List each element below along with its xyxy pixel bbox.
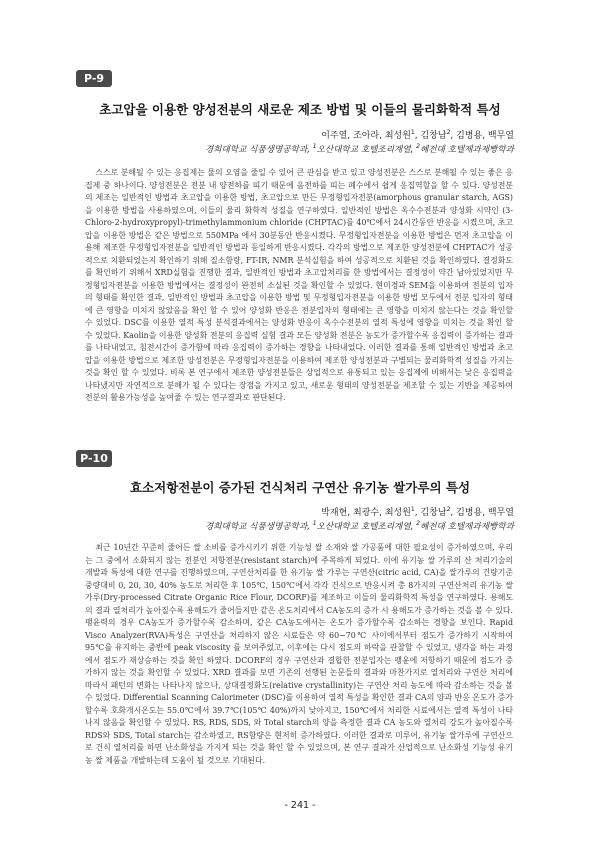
affiliation-superscript: 2 [416,520,420,528]
affiliation-text: 혜전대 호텔제과제빵학과 [419,522,514,532]
paper-id-badge-p10: P-10 [76,450,112,467]
page-number: - 241 - [284,800,316,811]
author-superscript: 1 [410,506,415,513]
affiliation-text: 경희대학교 식품생명공학과, [204,522,313,532]
affiliation-superscript: 2 [416,143,420,151]
affiliation-superscript: 1 [312,143,317,151]
affiliation-text: 경희대학교 식품생명공학과, [204,145,313,155]
author-text: , 김창남 [414,508,447,518]
paper-title-p9: 초고압을 이용한 양성전분의 새로운 제조 방법 및 이들의 물리화학적 특성 [99,102,501,117]
paper-affiliation-p10 [205,520,514,532]
author-superscript: 1 [410,129,415,136]
paper-id-badge-p9: P-9 [76,70,112,87]
paper-title-p10: 효소저항전분이 증가된 건식처리 구연산 유기농 쌀가루의 특성 [129,480,471,495]
author-superscript: 2 [446,129,451,136]
affiliation-text: 오산대학교 호텔조리계열, [316,522,417,532]
paper-authors-p9 [321,128,514,141]
author-text: , 김병용, 백무열 [450,508,514,518]
paper-authors-p10 [321,505,514,518]
paper-affiliation-p9 [205,143,514,155]
affiliation-superscript: 1 [312,520,317,528]
author-text: 이주열, 조아라, 최성원 [321,131,411,141]
affiliation-text: 혜전대 호텔제과제빵학과 [419,145,514,155]
paper-abstract-p10: 최근 10년간 꾸준히 줄어든 쌀 소비를 증가시키기 위한 기능성 쌀 소재와 쌀 가공품에 대한 필요성이 증가하였으며, 우리는 그 중에서 소화되지 않는 전분인 저항전분(resistant starch)에 주목하게 되었다. 이에 유기농 쌀 가루의 산 처리기술의 개발과 특성에 대한 연구를 진행하였으며, 구연산처리를 한 유기농 쌀 가루는 구연산(citric acid, CA)을 쌀가루의 건량기준 중량대비 0, 20, 30, 40% 농도로 처리한 후 105℃, 150℃에서 각각 건식으로 반응시켜 총 8가지의 구연산처리 유기농 쌀가루(Dry-processed Citrate Organic Rice Flour, DCORF)를 제조하고 이들의 물리화학적 특성을 연구하였다. 용해도의 결과 열처리가 높아질수록 용해도가 줄어들지만 같은 온도처리에서 CA농도의 증가 시 용해도가 증가하는 것을 볼 수 있다. 팽윤력의 경우 CA농도가 증가할수록 감소하며, 같은 CA농도에서는 온도가 증가할수록 감소하는 경향을 보인다. Rapid Visco Analyzer(RVA)특성은 구연산을 처리하지 않은 시료들은 약 60~70℃ 사이에서부터 점도가 증가하기 시작하여 95℃를 유지하는 중반에 peak viscosity 를 보여주었고, 이후에는 다시 점도의 하락을 관찰할 수 있었고, 냉각을 하는 과정에서 점도가 재상승하는 것을 확인 하였다. DCORF의 경우 구연산과 결합한 전분입자는 팽윤에 저항하기 때문에 점도가 증가하지 않는 것을 확인할 수 있었다. XRD 결과를 보면 기존의 선행된 논문들의 결과와 마찬가지로 열처리와 구연산 처리에 따라서 패턴의 변화는 나타나지 않으나, 상대결정화도(relative crystallinity)는 구연산 처리 농도에 따라 감소하는 것을 볼 수 있었다. Differential Scanning Calorimeter (DSC)를 이용하여 열적 특성을 확인한 결과 CA의 양과 반응 온도가 증가할수록 호화개시온도는 55.0℃에서 39.7℃(105℃ 40%)까지 낮아지고, 150℃에서 처리한 시료에서는 열적 특성이 나타나지 않음을 확인할 수 있었다. RS, RDS, SDS, 와 Total starch의 양을 측정한 결과 CA 농도와 열처리 강도가 높아질수록 RDS와 SDS, Total starch는 감소하였고, RS함량은 현저히 증가하였다. 이러한 결과로 미루어, 유기농 쌀가루에 구연산으로 건식 열처리를 하면 난소화성을 가지게 되는 것을 확인 할 수 있었으며, 본 연구 결과가 산업적으로 난소화성 기능성 유기농 쌀 제품을 개발하는데 도움이 될 것으로 기대된다. [85,543,513,765]
author-text: , 김병용, 백무열 [450,131,514,141]
paper-abstract-p9: 스스로 분해될 수 있는 응집제는 물의 오염을 줄일 수 있어 큰 관심을 받고 있고 양성전분은 스스로 분해될 수 있는 좋은 응집제 중 하나이다. 양성전분은 전분 내 양전하를 띠기 때문에 음전하를 띠는 폐수에서 쉽게 응집역할을 할 수 있다. 양성전분의 제조는 일반적인 방법과 초고압을 이용한 방법, 초고압으로 만든 무정형입자전분(amorphous granular starch, AGS)을 이용한 방법을 사용하였으며, 이들의 물리 화학적 성질을 연구하였다. 일반적인 방법은 옥수수전분과 양성화 시약인 (3-Chloro-2-hydroxypropyl)-trimethylammonium chloride (CHPTAC)를 40℃에서 24시간동안 반응을 시켰으며, 초고압을 이용한 방법은 같은 방법으로 550MPa 에서 30분동안 반응시켰다. 무정형입자전분을 이용한 방법은 먼저 초고압을 이용해 제조한 무정형입자전분을 일반적인 방법과 동일하게 반응시켰다. 각각의 방법으로 제조한 양성전분에 CHPTAC가 성공적으로 치환되었는지 확인하기 위해 질소함량, FT-IR, NMR 분석실험을 하여 성공적으로 치환된 것을 확인하였다. 결정화도를 확인하기 위해서 XRD실험을 진행한 결과, 일반적인 방법과 초고압처리를 한 방법에서는 결정성이 약간 남아있었지만 무정형입자전분을 이용한 방법에서는 결정성이 완전히 소실된 것을 확인할 수 있었다. 현미경과 SEM을 이용하여 전분의 입자의 형태를 확인한 결과, 일반적인 방법과 초고압을 이용한 방법 및 무정형입자전분을 이용한 방법 모두에서 전분 입자의 형태에 큰 영향을 미치지 않았음을 확인 할 수 있어 양성화 반응은 전분입자의 형태에는 큰 영향을 미치지 않는다는 것을 확인할 수 있었다. DSC를 이용한 열적 특성 분석결과에서는 양성화 반응이 옥수수전분의 열적 특성에 영향을 미치는 것을 확인 할 수 있었다. Kaolin을 이용한 양성화 전분의 응집력 실험 결과 모든 양성화 전분은 농도가 증가할수록 응집력이 증가하는 결과를 나타내었고, 침전시간이 증가함에 따라 응집력이 증가하는 경향을 나타내었다. 이러한 결과를 통해 일반적인 방법과 초고압을 이용한 방법으로 제조한 양성전분은 무정형입자전분을 이용하여 제조한 양성전분과 구별되는 물리화학적 성질을 가지는 것을 확인 할 수 있었다. 비록 본 연구에서 제조한 양성전분들은 상업적으로 유통되고 있는 응집제에 비해서는 낮은 응집력을 나타냈지만 자연적으로 분해가 될 수 있다는 장점을 가지고 있고, 새로운 형태의 양성전분을 제조할 수 있는 기반을 제공하여 전분의 활용가능성을 높여줄 수 있는 연구결과로 판단된다. [85,168,513,402]
author-superscript: 2 [446,506,451,513]
affiliation-text: 오산대학교 호텔조리계열, [316,145,417,155]
author-text: , 김창남 [414,131,447,141]
author-text: 박재현, 최광수, 최성원 [321,508,411,518]
